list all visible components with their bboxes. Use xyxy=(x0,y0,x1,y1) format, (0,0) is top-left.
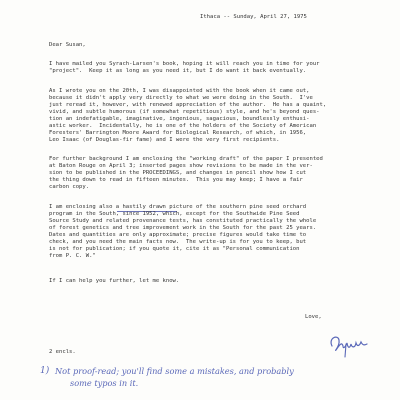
text-line: carbon copy. xyxy=(49,184,90,190)
text-line: from P. C. W." xyxy=(49,253,96,259)
text-line: Source Study and related provenance tests, has constituted practically the whole xyxy=(49,218,317,224)
text-line: "project". Keep it as long as you need it, but I do want it back eventually. xyxy=(49,68,307,74)
salutation: Dear Susan, xyxy=(49,42,86,48)
handwritten-note-line: some typos in it. xyxy=(70,378,139,388)
text-line: because it didn't apply very directly to what we were doing in the South. I've xyxy=(49,95,313,101)
text-line: just reread it, however, with renewed appreciation of the author. He has a quaint, xyxy=(49,102,327,108)
handwritten-note-line: Not proof-read; you'll find some a mistakes, and probably xyxy=(55,366,294,376)
date-line: Ithaca -- Sunday, April 27, 1975 xyxy=(200,14,307,20)
closing-offer: If I can help you further, let me know. xyxy=(49,278,180,284)
signature xyxy=(326,332,370,360)
text-line: As I wrote you on the 20th, I was disappointed with the book when it came out, xyxy=(49,88,310,94)
enclosures-note: 2 encls. xyxy=(49,349,76,355)
text-line: program in the South, since 1952, which, except for the Southwide Pine Seed xyxy=(49,211,300,217)
text-line: check, and you need the main facts now. The write-up is for you to keep, but xyxy=(49,239,307,245)
text-line: vivid, and subtle humorous (if somewhat repetitious) style, and he's beyond ques- xyxy=(49,109,320,115)
text-line: I have mailed you Syrach-Larsen's book, hoping it will reach you in time for your xyxy=(49,61,320,67)
text-line: I am enclosing also a hastily drawn picture of the southern pine seed orchard xyxy=(49,204,307,210)
text-line: astic worker. Incidentally, he is one of the holders of the Society of American xyxy=(49,123,317,129)
handwritten-bullet: 1) xyxy=(40,366,50,376)
text-line: For further background I am enclosing the "working draft" of the paper I presented xyxy=(49,156,323,162)
text-line: Dates and quantities are only approximate; precise figures would take time to xyxy=(49,232,307,238)
text-line: Foresters' Barrington Moore Award for Biological Research, of which, in 1956, xyxy=(49,130,307,136)
closing: Love, xyxy=(305,314,322,320)
text-line: at Baton Rouge on April 3; inserted pages show revisions to be made in the ver- xyxy=(49,163,313,169)
text-line: of forest genetics and tree improvement work in the South for the past 25 years. xyxy=(49,225,317,231)
text-line: is not for publication; if you quote it, cite it as "Personal communication xyxy=(49,246,300,252)
text-line: sion to be published in the PROCEEDINGS, and changes in pencil show how I cut xyxy=(49,170,307,176)
text-line: the thing down to read in fifteen minutes. This you may keep; I have a fair xyxy=(49,177,303,183)
text-line: tion an indefatigable, imaginative, ingenious, sagacious, boundlessly enthusi- xyxy=(49,116,310,122)
text-line: Leo Isaac (of Douglas-fir fame) and I were the very first recipients. xyxy=(49,137,280,143)
